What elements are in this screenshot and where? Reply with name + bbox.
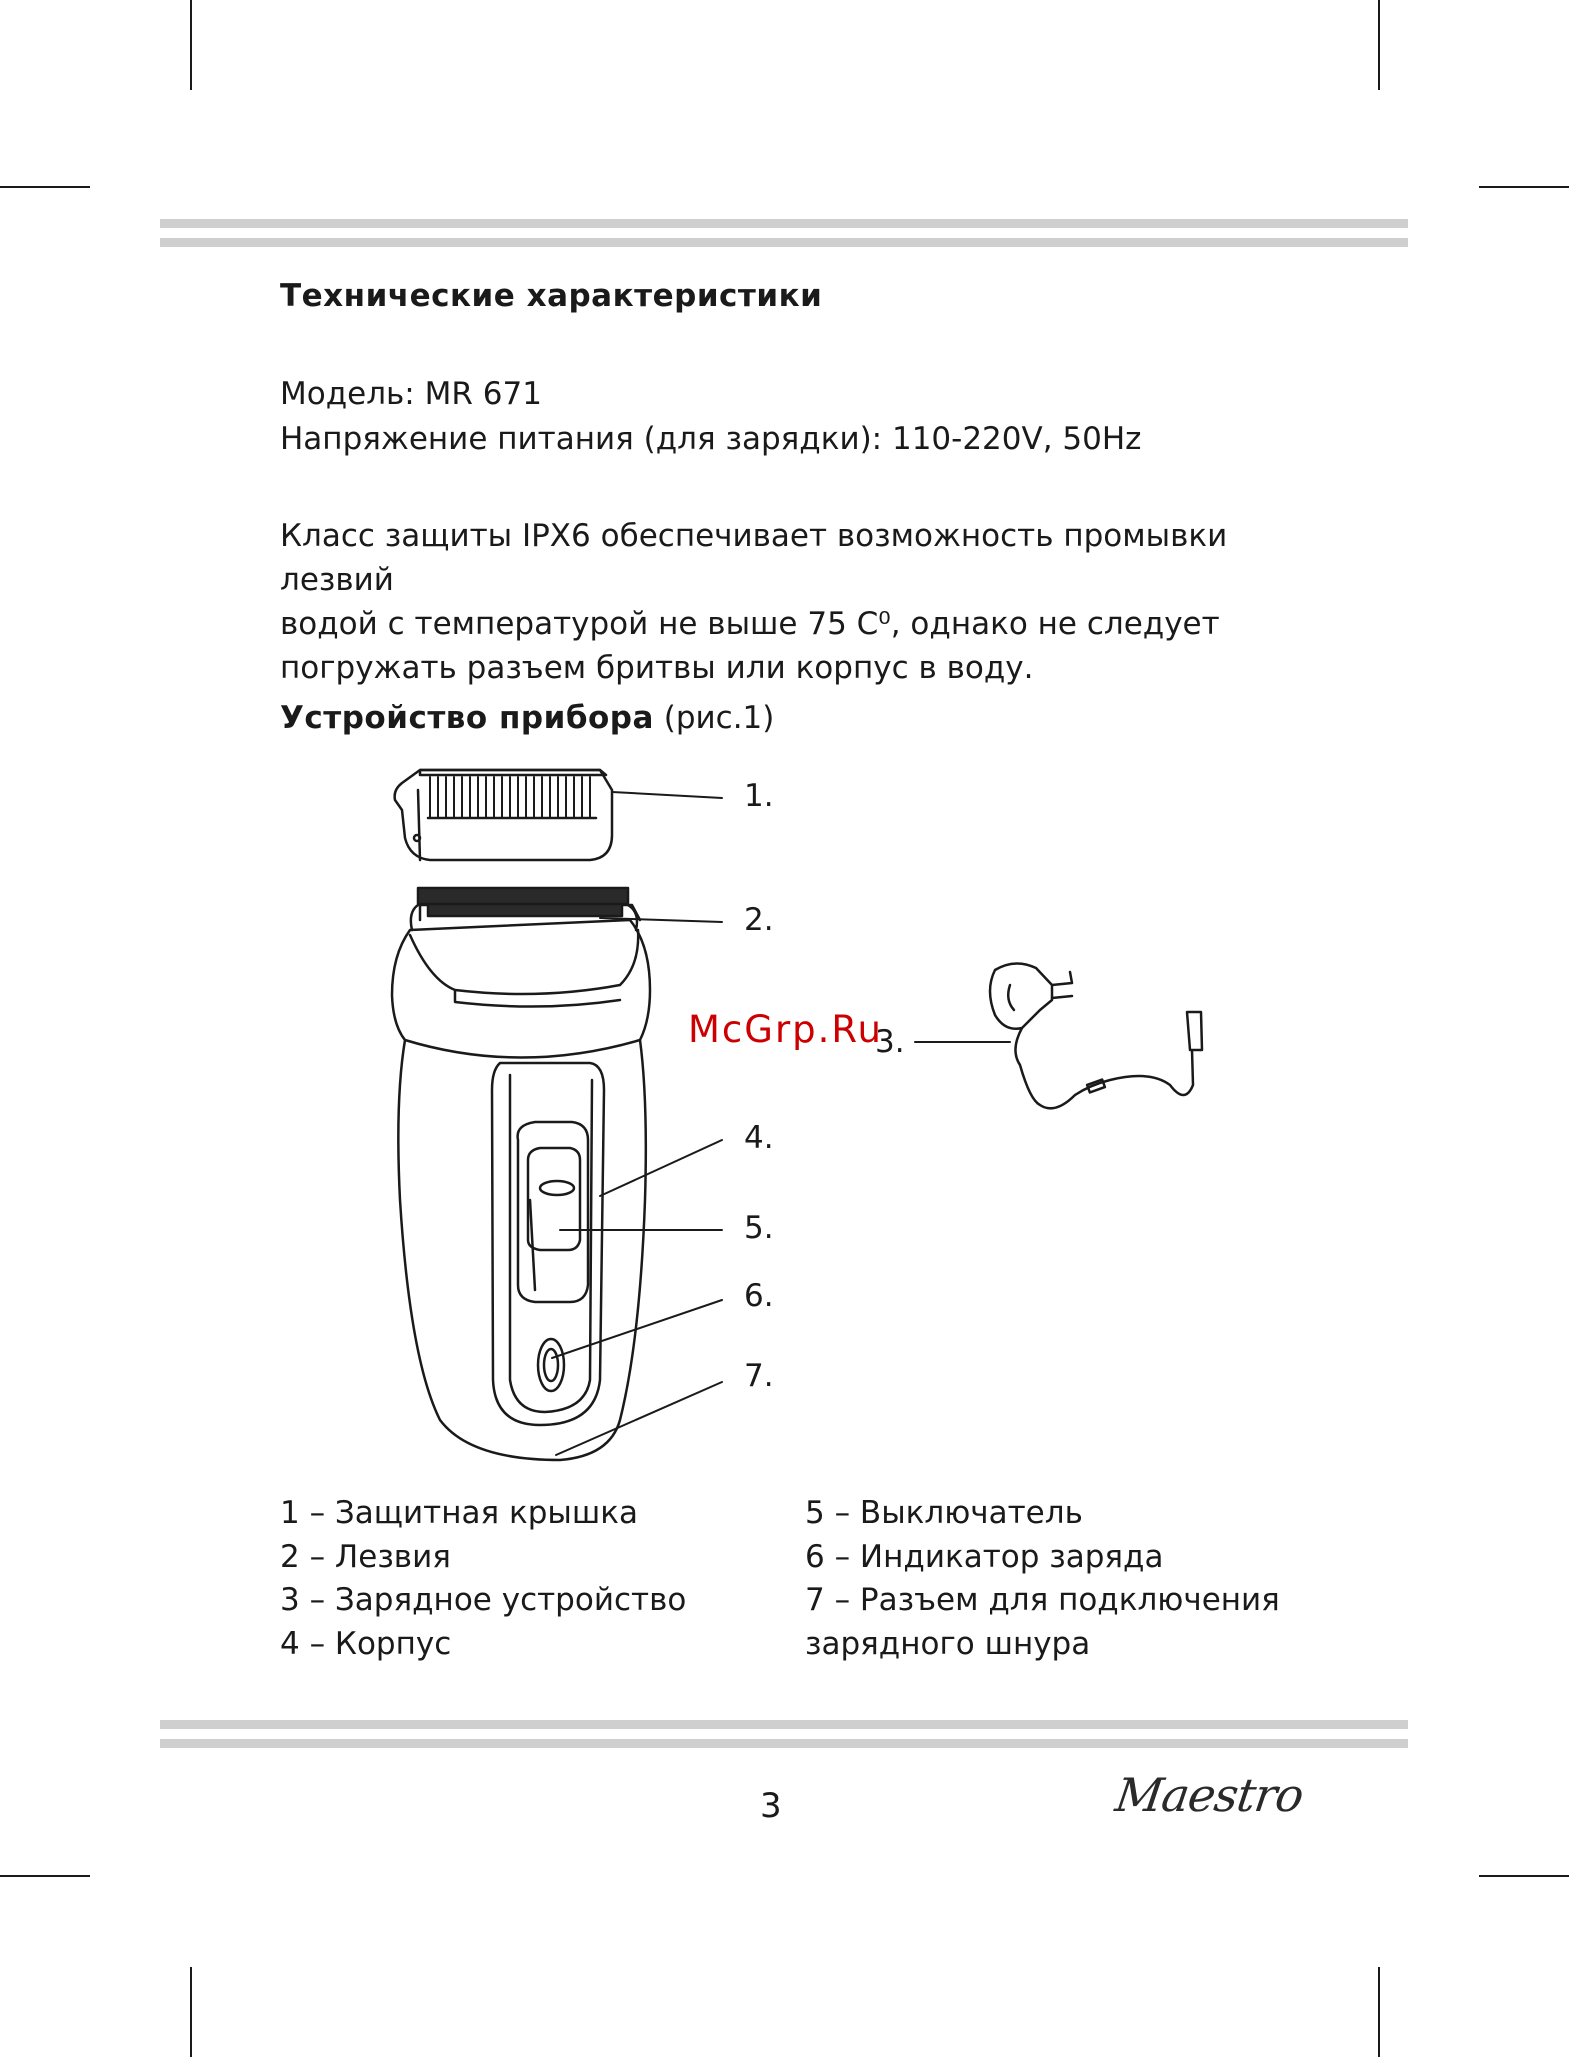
callout-label: 3. [875,1024,905,1060]
legend-item: 4 – Корпус [280,1625,452,1662]
watermark: McGrp.Ru [688,1008,883,1051]
protection-line: погружать разъем бритвы или корпус в воду. [280,650,1034,686]
brand-logo: Maestro [1112,1768,1307,1822]
legend-item: 7 – Разъем для подключения [805,1582,1280,1618]
callout-label: 7. [744,1358,774,1394]
callout-label: 1. [744,778,774,814]
device-title: Устройство прибора [280,700,654,736]
legend-item: 2 – Лезвия [280,1538,451,1575]
figure-ref: (рис.1) [653,700,775,736]
callout-label: 6. [744,1278,774,1314]
callout-label: 5. [744,1210,774,1246]
spec-model: Модель: MR 671 [280,376,542,412]
legend-item: 6 – Индикатор заряда [805,1538,1164,1575]
legend-item: 1 – Защитная крышка [280,1495,638,1531]
legend-item: 5 – Выключатель [805,1495,1083,1531]
legend-item: зарядного шнура [805,1625,1091,1662]
legend-left [280,1492,686,1666]
section-heading-specs: Технические характеристики [280,278,823,314]
shaver-body-illustration [392,888,650,1460]
footer-rule [160,1739,1408,1748]
protection-line: Класс защиты IPX6 обеспечивает возможность промывки лезвий [280,518,1228,598]
page-number: 3 [760,1786,782,1826]
protective-cap-illustration [395,770,612,860]
charger-illustration [990,963,1202,1108]
callout-label: 2. [744,902,774,938]
footer-rule [160,1720,1408,1729]
callout-label: 4. [744,1120,774,1156]
legend-right [805,1492,1280,1666]
legend-item: 3 – Зарядное устройство [280,1582,687,1618]
spec-voltage: Напряжение питания (для зарядки): 110-220V, 50Hz [280,421,1142,457]
protection-line: водой с температурой не выше 75 С⁰, однако не следует [280,606,1220,642]
